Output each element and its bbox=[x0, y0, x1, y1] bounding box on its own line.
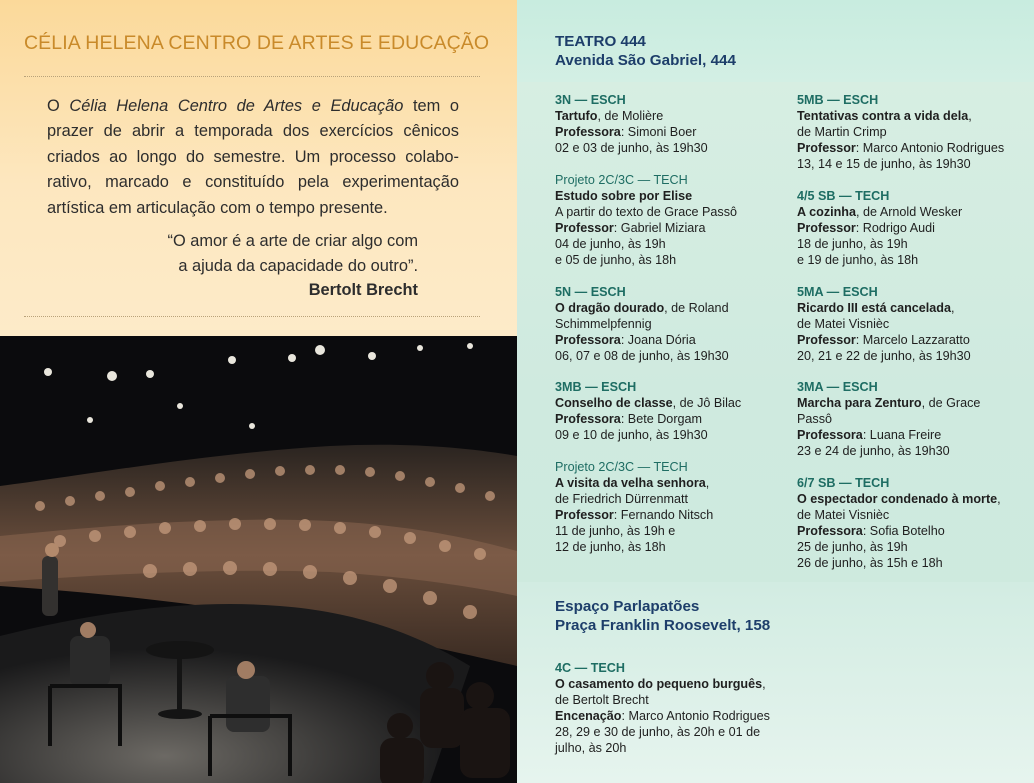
show-dates: 11 de junho, às 19h e bbox=[555, 524, 676, 538]
show-credit: Professora: Luana Freire bbox=[797, 428, 942, 442]
show-title-line: Tentativas contra a vida dela, bbox=[797, 109, 972, 123]
show-author: A partir do texto de Grace Passô bbox=[555, 205, 738, 219]
divider-bottom bbox=[24, 316, 480, 317]
show-credit: Professora: Joana Dória bbox=[555, 333, 696, 347]
show-group: Projeto 2C/3C — TECH bbox=[555, 460, 688, 474]
show-espectador-condenado bbox=[797, 475, 1001, 571]
intro-paragraph bbox=[47, 94, 459, 221]
show-conselho-classe bbox=[555, 379, 741, 443]
show-credit: Professor: Rodrigo Audi bbox=[797, 221, 935, 235]
show-dates: 23 e 24 de junho, às 19h30 bbox=[797, 444, 950, 458]
show-credit: Professora: Bete Dorgam bbox=[555, 412, 703, 426]
show-title-line: O espectador condenado à morte, bbox=[797, 492, 1001, 506]
show-dates-2: e 05 de junho, às 18h bbox=[555, 253, 677, 267]
show-author: Schimmelpfennig bbox=[555, 317, 652, 331]
show-dragao-dourado bbox=[555, 284, 729, 364]
show-title-line: A cozinha, de Arnold Wesker bbox=[797, 205, 963, 219]
show-dates-2: e 19 de junho, às 18h bbox=[797, 253, 919, 267]
show-tartufo bbox=[555, 92, 708, 156]
venue-1-name: TEATRO 444 bbox=[555, 33, 646, 50]
quote bbox=[98, 229, 418, 303]
show-a-cozinha bbox=[797, 188, 962, 268]
show-credit: Professor: Marcelo Lazzaratto bbox=[797, 333, 970, 347]
show-credit: Professor: Gabriel Miziara bbox=[555, 221, 706, 235]
intro-line-5: artística em articulação com o tempo presente. bbox=[47, 198, 388, 217]
quote-author: Bertolt Brecht bbox=[308, 281, 418, 300]
show-marcha-zenturo bbox=[797, 379, 980, 459]
show-title-line: Conselho de classe, de Jô Bilac bbox=[555, 396, 742, 410]
divider-top bbox=[24, 76, 480, 77]
venue-1-address: Avenida São Gabriel, 444 bbox=[555, 52, 736, 69]
show-group: 4/5 SB — TECH bbox=[797, 189, 890, 203]
quote-line-2: a ajuda da capacidade do outro”. bbox=[178, 256, 418, 275]
show-credit: Professor: Fernando Nitsch bbox=[555, 508, 714, 522]
intro-line-1: O Célia Helena Centro de Artes e Educação tem o bbox=[47, 97, 459, 115]
show-author: Passô bbox=[797, 412, 833, 426]
show-author: de Matei Visnièc bbox=[797, 317, 890, 331]
intro-line-3: criados ao longo do semestre. Um processo colabo- bbox=[47, 147, 459, 166]
show-group: Projeto 2C/3C — TECH bbox=[555, 173, 688, 187]
show-dates: 25 de junho, às 19h bbox=[797, 540, 908, 554]
show-group: 6/7 SB — TECH bbox=[797, 476, 890, 490]
show-author: de Martin Crimp bbox=[797, 125, 887, 139]
show-author: de Bertolt Brecht bbox=[555, 693, 649, 707]
show-title-line: Tartufo, de Molière bbox=[555, 109, 664, 123]
show-dates-2: julho, às 20h bbox=[555, 741, 627, 755]
show-title-line: O casamento do pequeno burguês, bbox=[555, 677, 766, 691]
show-dates-2: 26 de junho, às 15h e 18h bbox=[797, 556, 943, 570]
show-title-line: O dragão dourado, de Roland bbox=[555, 301, 729, 315]
show-visita-velha-senhora bbox=[555, 459, 713, 555]
venue-2-name: Espaço Parlapatões bbox=[555, 598, 700, 615]
theater-audience-illustration bbox=[0, 336, 517, 783]
show-group: 5MB — ESCH bbox=[797, 93, 879, 107]
show-dates: 20, 21 e 22 de junho, às 19h30 bbox=[797, 349, 971, 363]
show-author: de Friedrich Dürrenmatt bbox=[555, 492, 688, 506]
org-title: CÉLIA HELENA CENTRO DE ARTES E EDUCAÇÃO bbox=[24, 32, 490, 54]
show-credit: Professor: Marco Antonio Rodrigues bbox=[797, 141, 1005, 155]
show-title-line: Estudo sobre por Elise bbox=[555, 189, 693, 203]
show-credit: Professora: Sofia Botelho bbox=[797, 524, 945, 538]
show-dates: 04 de junho, às 19h bbox=[555, 237, 666, 251]
show-dates: 28, 29 e 30 de junho, às 20h e 01 de bbox=[555, 725, 761, 739]
show-casamento-pequeno-burgues bbox=[555, 660, 770, 756]
quote-line-1: “O amor é a arte de criar algo com bbox=[167, 232, 418, 250]
show-estudo-elise bbox=[555, 172, 737, 268]
intro-line-4: rativo, marcado e constituído pela experimentação bbox=[47, 173, 459, 192]
show-group: 3MB — ESCH bbox=[555, 380, 637, 394]
show-group: 4C — TECH bbox=[555, 661, 625, 675]
intro-line-2: prazer de abrir a temporada dos exercícios cênicos bbox=[47, 122, 459, 141]
show-dates: 13, 14 e 15 de junho, às 19h30 bbox=[797, 157, 971, 171]
venue-2-address: Praça Franklin Roosevelt, 158 bbox=[555, 617, 771, 634]
show-group: 3MA — ESCH bbox=[797, 380, 878, 394]
right-column bbox=[517, 0, 1034, 783]
show-credit: Encenação: Marco Antonio Rodrigues bbox=[555, 709, 770, 723]
show-group: 5N — ESCH bbox=[555, 285, 626, 299]
show-tentativas bbox=[797, 92, 1004, 172]
show-title-line: Ricardo III está cancelada, bbox=[797, 301, 955, 315]
show-title-line: A visita da velha senhora, bbox=[555, 476, 710, 490]
show-group: 5MA — ESCH bbox=[797, 285, 878, 299]
intro-panel bbox=[0, 0, 517, 336]
show-credit: Professora: Simoni Boer bbox=[555, 125, 697, 139]
show-ricardo-iii bbox=[797, 284, 971, 364]
show-dates: 06, 07 e 08 de junho, às 19h30 bbox=[555, 349, 729, 363]
show-author: de Matei Visnièc bbox=[797, 508, 890, 522]
show-dates: 09 e 10 de junho, às 19h30 bbox=[555, 428, 708, 442]
show-title-line: Marcha para Zenturo, de Grace bbox=[797, 396, 981, 410]
theater-photo bbox=[0, 336, 517, 783]
show-dates: 02 e 03 de junho, às 19h30 bbox=[555, 141, 708, 155]
show-dates: 18 de junho, às 19h bbox=[797, 237, 908, 251]
show-dates-2: 12 de junho, às 18h bbox=[555, 540, 666, 554]
show-group: 3N — ESCH bbox=[555, 93, 626, 107]
